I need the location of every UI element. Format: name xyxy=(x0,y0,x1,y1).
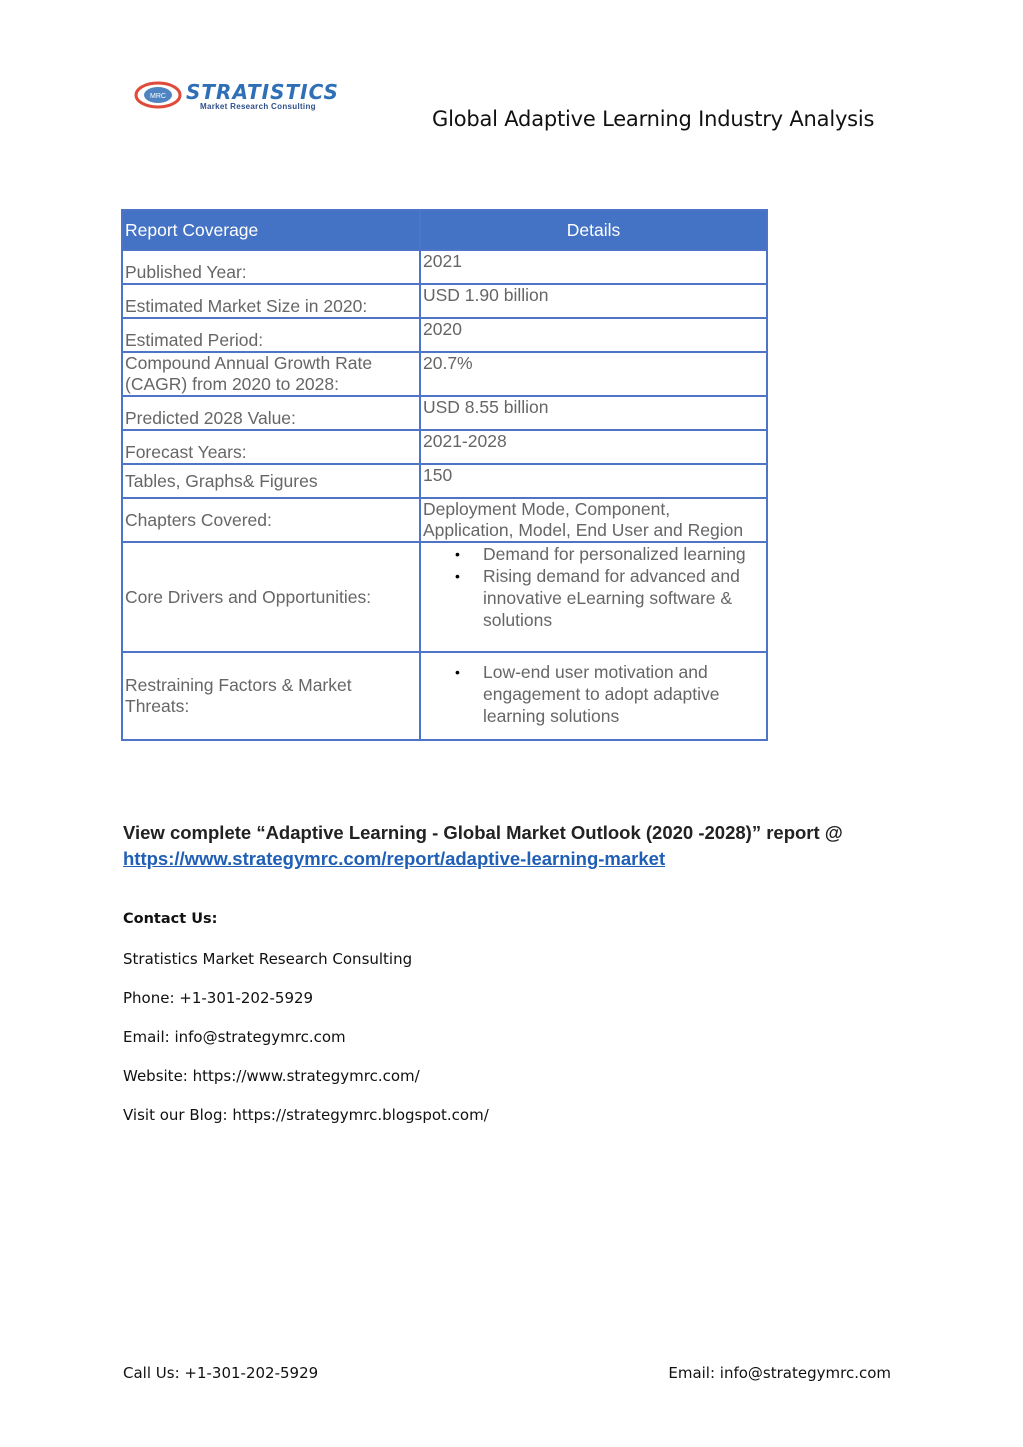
table-row xyxy=(122,352,767,396)
company-logo xyxy=(134,78,354,118)
row-value: USD 8.55 billion xyxy=(420,396,767,430)
row-value: 20.7% xyxy=(420,352,767,396)
row-label: Compound Annual Growth Rate (CAGR) from 2020 to 2028: xyxy=(122,352,420,396)
row-label: Core Drivers and Opportunities: xyxy=(122,542,420,652)
table-row xyxy=(122,464,767,498)
globe-logo-icon xyxy=(134,80,184,110)
row-value: USD 1.90 billion xyxy=(420,284,767,318)
contact-phone: Phone: +1-301-202-5929 xyxy=(123,989,314,1007)
row-label: Tables, Graphs& Figures xyxy=(122,464,420,498)
table-row xyxy=(122,498,767,542)
column-header-report-coverage: Report Coverage xyxy=(122,210,420,250)
row-label: Published Year: xyxy=(122,250,420,284)
list-item: • Demand for personalized learning xyxy=(483,543,764,565)
table-row-restraints xyxy=(122,652,767,740)
row-label: Estimated Market Size in 2020: xyxy=(122,284,420,318)
row-value: 2021-2028 xyxy=(420,430,767,464)
row-label: Forecast Years: xyxy=(122,430,420,464)
logo-tagline: Market Research Consulting xyxy=(200,102,316,111)
restraints-list-cell xyxy=(420,652,767,740)
report-link[interactable]: https://www.strategymrc.com/report/adaptive-learning-market xyxy=(123,848,666,869)
row-value: 150 xyxy=(420,464,767,498)
table-header-row xyxy=(122,210,767,250)
row-label: Restraining Factors & Market Threats: xyxy=(122,652,420,740)
row-value: 2021 xyxy=(420,250,767,284)
list-item: • Low-end user motivation and engagement to adopt adaptive learning solutions xyxy=(483,661,764,727)
logo-brand: STRATISTICS xyxy=(186,80,339,104)
table-row xyxy=(122,396,767,430)
row-label: Estimated Period: xyxy=(122,318,420,352)
contact-heading: Contact Us: xyxy=(123,911,218,927)
view-report-paragraph xyxy=(123,820,883,872)
column-header-details: Details xyxy=(420,210,767,250)
table-row xyxy=(122,250,767,284)
row-label: Predicted 2028 Value: xyxy=(122,396,420,430)
drivers-list-cell xyxy=(420,542,767,652)
restraints-list xyxy=(423,661,764,727)
drivers-list xyxy=(423,543,764,631)
row-label: Chapters Covered: xyxy=(122,498,420,542)
footer-call: Call Us: +1-301-202-5929 xyxy=(123,1364,319,1382)
row-value: 2020 xyxy=(420,318,767,352)
table-row xyxy=(122,284,767,318)
table-row-drivers xyxy=(122,542,767,652)
page-title: Global Adaptive Learning Industry Analysis xyxy=(432,107,875,131)
row-value: Deployment Mode, Component, Application, Model, End User and Region xyxy=(420,498,767,542)
contact-email: Email: info@strategymrc.com xyxy=(123,1028,346,1046)
contact-website: Website: https://www.strategymrc.com/ xyxy=(123,1067,420,1085)
contact-blog: Visit our Blog: https://strategymrc.blogspot.com/ xyxy=(123,1106,489,1124)
contact-company: Stratistics Market Research Consulting xyxy=(123,950,413,968)
list-item: • Rising demand for advanced and innovative eLearning software & solutions xyxy=(483,565,764,631)
svg-text:MRC: MRC xyxy=(150,93,166,100)
table-row xyxy=(122,318,767,352)
view-report-text: View complete “Adaptive Learning - Global Market Outlook (2020 -2028)” report @ xyxy=(123,822,843,843)
report-coverage-table xyxy=(121,209,768,741)
footer-email: Email: info@strategymrc.com xyxy=(668,1364,891,1382)
table-row xyxy=(122,430,767,464)
